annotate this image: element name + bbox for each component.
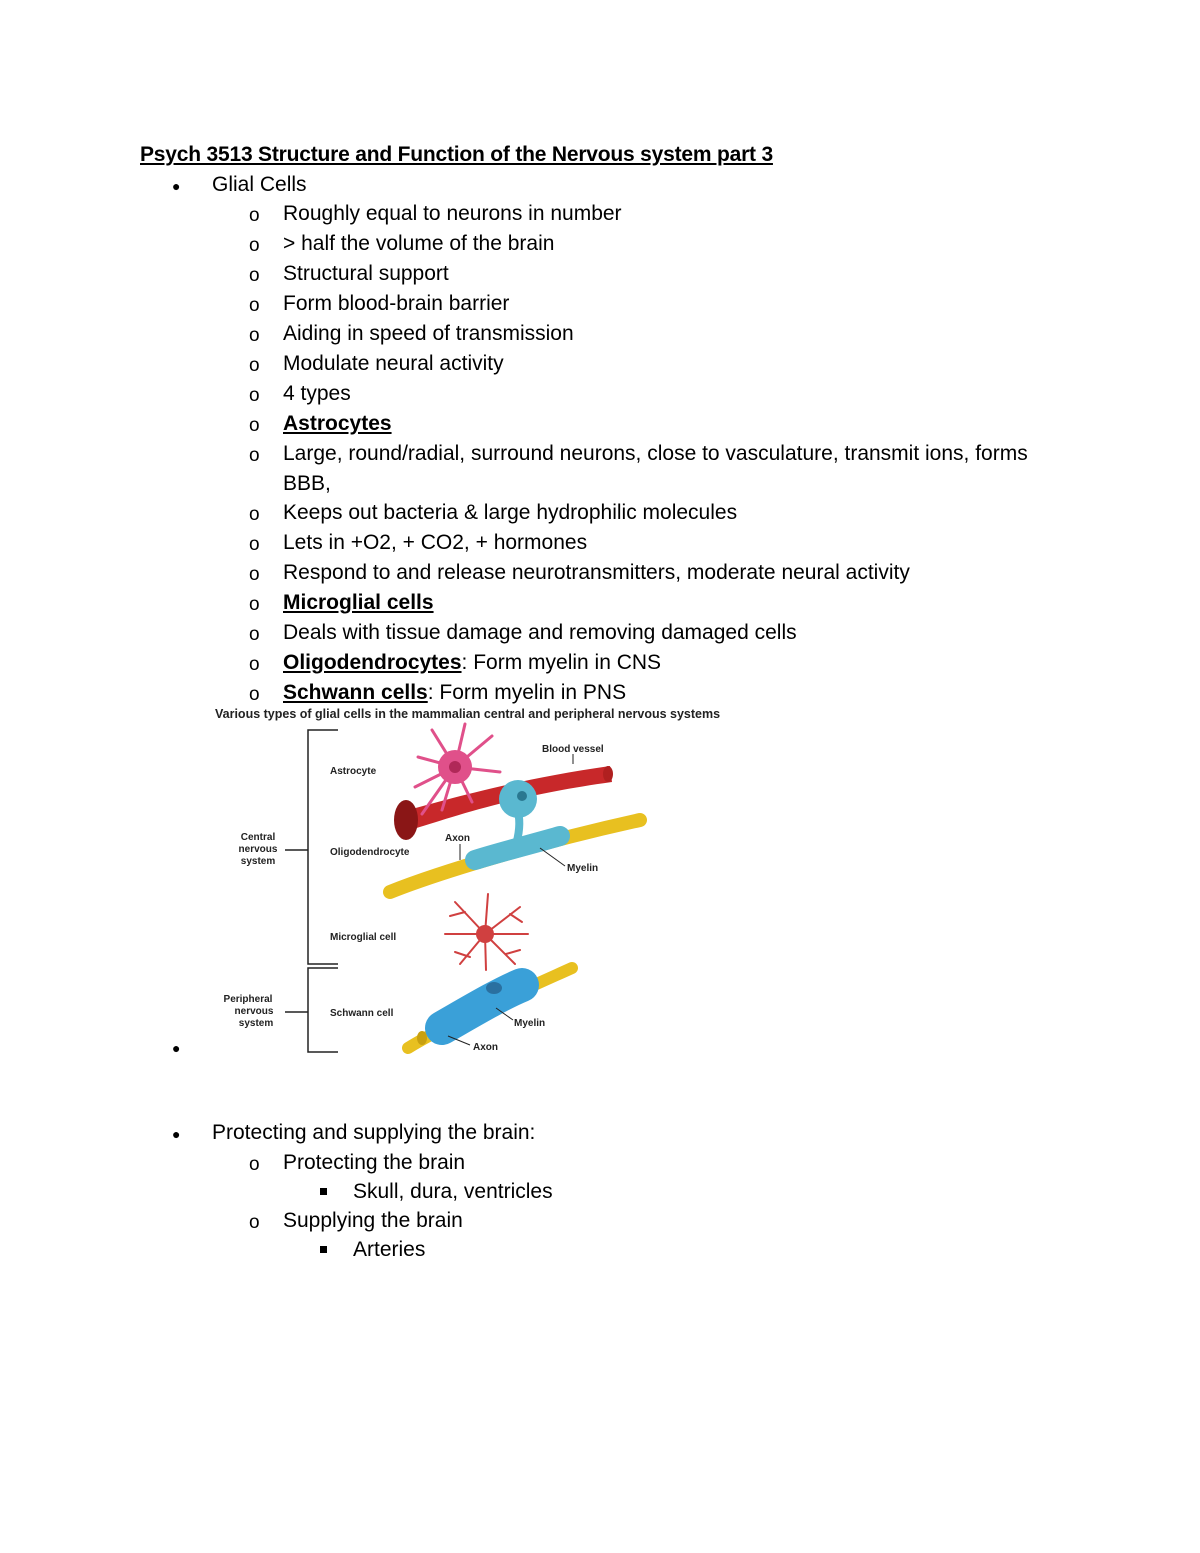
myelin-label: Myelin xyxy=(567,863,599,874)
astrocyte-illustration xyxy=(394,724,613,840)
list-item: 4 types xyxy=(283,382,351,405)
blood-vessel-label: Blood vessel xyxy=(542,744,604,755)
circle-bullet: o xyxy=(249,504,260,525)
circle-bullet: o xyxy=(249,684,260,705)
myelin2-label: Myelin xyxy=(514,1018,546,1029)
astrocytes-heading: Astrocytes xyxy=(283,412,392,435)
oligodendrocytes-text: : Form myelin in CNS xyxy=(461,651,662,674)
axon-label: Axon xyxy=(445,833,470,844)
list-item-continuation: BBB, xyxy=(283,472,331,495)
circle-bullet: o xyxy=(249,534,260,555)
circle-bullet: o xyxy=(249,445,260,466)
circle-bullet: o xyxy=(249,564,260,585)
axon2-label: Axon xyxy=(473,1042,498,1053)
bracket-lines xyxy=(285,730,338,1052)
oligodendrocyte-illustration xyxy=(390,780,640,892)
astrocyte-label: Astrocyte xyxy=(330,766,377,777)
cns-label-line3: system xyxy=(240,856,276,867)
oligodendrocyte-label: Oligodendrocyte xyxy=(330,847,410,858)
circle-bullet: o xyxy=(249,594,260,615)
protect-heading: Protecting and supplying the brain: xyxy=(212,1121,536,1144)
bullet-dot: ● xyxy=(172,1040,181,1056)
schwann-heading: Schwann cells xyxy=(283,681,428,704)
circle-bullet: o xyxy=(249,295,260,316)
microglial-illustration xyxy=(445,894,528,970)
circle-bullet: o xyxy=(249,385,260,406)
glial-heading: Glial Cells xyxy=(212,173,307,196)
circle-bullet: o xyxy=(249,1212,260,1233)
pns-label-line1: Peripheral xyxy=(223,994,273,1005)
cns-label-line1: Central xyxy=(240,832,276,843)
pns-label-line2: nervous xyxy=(234,1006,274,1017)
square-bullet xyxy=(320,1188,327,1195)
square-bullet xyxy=(320,1246,327,1253)
sub-list-item: Skull, dura, ventricles xyxy=(353,1180,553,1203)
list-item: Aiding in speed of transmission xyxy=(283,322,574,345)
list-item: > half the volume of the brain xyxy=(283,232,555,255)
list-item: Supplying the brain xyxy=(283,1209,463,1232)
microglial-heading: Microglial cells xyxy=(283,591,434,614)
sub-list-item: Arteries xyxy=(353,1238,426,1261)
circle-bullet: o xyxy=(249,355,260,376)
list-item: Form blood-brain barrier xyxy=(283,292,510,315)
circle-bullet: o xyxy=(249,624,260,645)
circle-bullet: o xyxy=(249,654,260,675)
schwann-text: : Form myelin in PNS xyxy=(427,681,627,704)
list-item: Lets in +O2, + CO2, + hormones xyxy=(283,531,588,554)
figure-caption: Various types of glial cells in the mammalian central and peripheral nervous systems xyxy=(215,707,721,721)
circle-bullet: o xyxy=(249,265,260,286)
list-item: Roughly equal to neurons in number xyxy=(283,202,622,225)
list-item: Deals with tissue damage and removing damaged cells xyxy=(283,621,797,644)
list-item: Protecting the brain xyxy=(283,1151,466,1174)
list-item: Modulate neural activity xyxy=(283,352,504,375)
circle-bullet: o xyxy=(249,1154,260,1175)
bullet-dot: ● xyxy=(172,1126,181,1142)
list-item: Keeps out bacteria & large hydrophilic molecules xyxy=(283,501,738,524)
circle-bullet: o xyxy=(249,415,260,436)
list-item: Structural support xyxy=(283,262,449,285)
schwann-illustration xyxy=(408,968,572,1048)
list-item-oligodendrocytes xyxy=(283,651,661,675)
cns-label-line2: nervous xyxy=(238,844,278,855)
oligodendrocytes-heading: Oligodendrocytes xyxy=(283,651,462,674)
list-item: Large, round/radial, surround neurons, close to vasculature, transmit ions, forms xyxy=(283,442,1028,465)
list-item: Respond to and release neurotransmitters, moderate neural activity xyxy=(283,561,910,584)
circle-bullet: o xyxy=(249,205,260,226)
page-title: Psych 3513 Structure and Function of the Nervous system part 3 xyxy=(140,143,773,166)
circle-bullet: o xyxy=(249,235,260,256)
pns-label-line3: system xyxy=(238,1018,274,1029)
glial-cells-figure xyxy=(210,702,770,1062)
bullet-dot: ● xyxy=(172,178,181,194)
schwann-label: Schwann cell xyxy=(330,1008,394,1019)
circle-bullet: o xyxy=(249,325,260,346)
microglial-label: Microglial cell xyxy=(330,932,397,943)
